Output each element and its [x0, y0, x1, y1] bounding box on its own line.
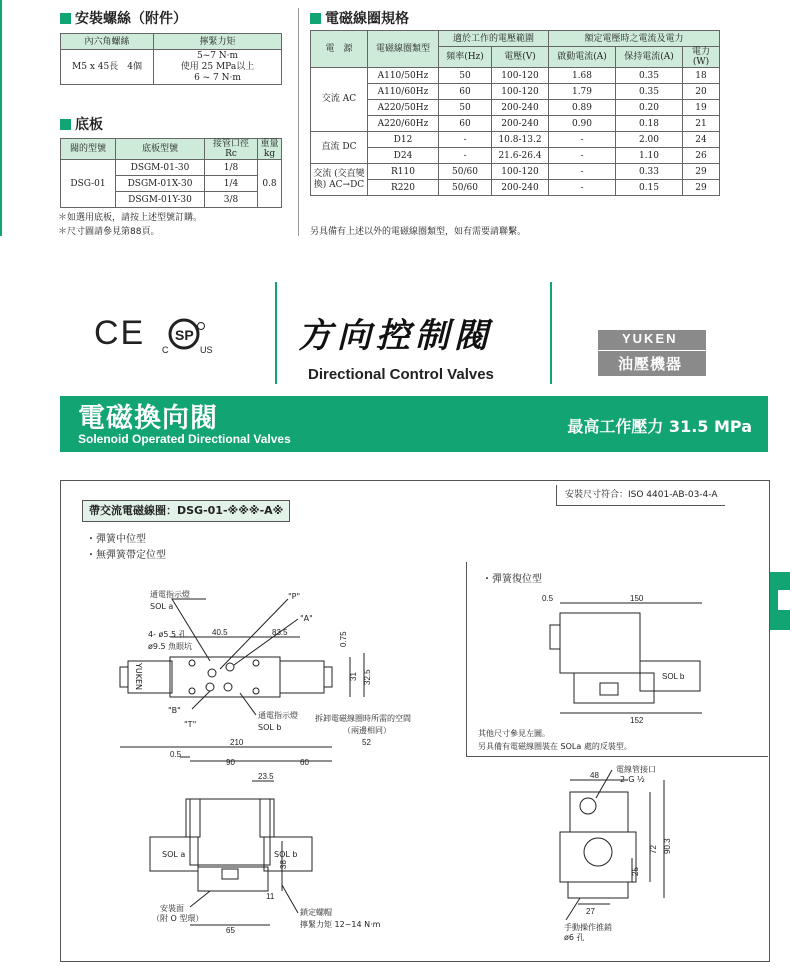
base-title-text: 底板: [75, 117, 103, 133]
coil-cell: 100-120: [492, 68, 549, 84]
coil-cell: -: [549, 180, 616, 196]
ev-body: [560, 832, 636, 882]
label-lock-1: 鎖定螺帽: [300, 908, 332, 917]
base-header-valve: 閥的型號: [61, 139, 116, 160]
section-marker-icon: [60, 13, 71, 24]
sr-sol-b: SOL b: [662, 672, 685, 681]
torque-line-3: 6 ~ 7 N·m: [194, 72, 241, 83]
coil-cell: D24: [368, 148, 439, 164]
label-removal-2: （兩邊相同）: [343, 726, 391, 735]
dim-0-5: 0.5: [170, 750, 182, 759]
label-hole: 4- ø5.5 孔: [148, 630, 187, 639]
torque-line-1: 5~7 N·m: [196, 50, 239, 61]
base-port: 3/8: [205, 192, 258, 208]
base-port: 1/8: [205, 160, 258, 176]
coil-group-dc: 直流 DC: [311, 132, 368, 164]
label-p: "P": [288, 592, 301, 601]
coil-cell: 0.89: [549, 100, 616, 116]
screw-section-title: [60, 8, 187, 28]
label-b: "B": [168, 706, 181, 715]
manual-override-b: [324, 667, 332, 687]
side-terminal-b: [260, 799, 274, 837]
dim-65: 65: [226, 926, 235, 935]
side-tab-notch: [778, 590, 790, 610]
coil-cell: 50/60: [439, 164, 492, 180]
torque-line-2: 使用 25 MPa以上: [180, 61, 255, 72]
base-model: DSGM-01-30: [116, 160, 205, 176]
label-manual-2: ø6 孔: [564, 933, 585, 942]
sr-dim-0-5: 0.5: [542, 594, 554, 603]
side-tab: [770, 572, 790, 630]
yuken-logo-cn: 油壓機器: [618, 355, 683, 373]
banner-title-cn: 電磁換向閥: [78, 403, 218, 434]
label-mount-2: （附 O 型環）: [152, 914, 204, 923]
coil-header-type: 電磁線圈類型: [368, 31, 439, 68]
label-ind-b: 通電指示燈: [258, 711, 298, 720]
ev-base: [568, 882, 628, 898]
valve-body: [170, 657, 280, 697]
coil-cell: 200-240: [492, 180, 549, 196]
coil-cell: 50: [439, 100, 492, 116]
sr-base: [574, 673, 654, 703]
side-body: [190, 799, 270, 865]
banner-title-en: Solenoid Operated Directional Valves: [78, 432, 291, 446]
coil-cell: -: [439, 148, 492, 164]
coil-cell: -: [549, 148, 616, 164]
coil-cell: 100-120: [492, 164, 549, 180]
side-lamp: [222, 869, 238, 879]
coil-cell: 0.35: [616, 84, 683, 100]
base-model: DSGM-01Y-30: [116, 192, 205, 208]
header-divider-right: [550, 282, 552, 384]
bullet-spring-return: ・彈簧復位型: [482, 574, 542, 585]
label-manual-1: 手動操作推銷: [564, 923, 612, 932]
leader-mount: [190, 891, 210, 907]
leader-ind-b: [240, 693, 256, 715]
csa-c: C: [162, 345, 169, 355]
dim-38: 38: [279, 860, 288, 869]
coil-header-source: 電 源: [311, 31, 368, 68]
ce-mark: CE: [94, 314, 146, 352]
leader-b: [192, 691, 210, 709]
coil-header-hold: 保持電流(A): [616, 47, 683, 68]
manual-override-a: [120, 667, 128, 687]
coil-cell: A110/60Hz: [368, 84, 439, 100]
coil-cell: R220: [368, 180, 439, 196]
right-panel-frame-bottom: [466, 756, 768, 757]
mount-hole: [253, 660, 259, 666]
dim-32-5: 32.5: [363, 669, 372, 685]
base-header-plate: 底板型號: [116, 139, 205, 160]
banner-pressure: 最高工作壓力 31.5 MPa: [567, 417, 752, 436]
coil-cell: 0.18: [616, 116, 683, 132]
ev-dim-48-text: 48: [590, 771, 599, 780]
label-sol-a-side: SOL a: [162, 850, 186, 859]
solenoid-b-housing: [280, 661, 324, 693]
screw-spec: M5 x 45長 4個: [61, 50, 154, 85]
port-t: [224, 683, 232, 691]
model-label: 帶交流電磁線圈：DSG-01-※※※-A※: [82, 500, 290, 522]
header-title-cn: 方向控制閥: [298, 316, 493, 356]
note-reverse-type: 另具備有電磁線圈裝在 SOLa 處的反裝型。: [478, 742, 632, 751]
dim-23-5: 23.5: [258, 772, 274, 781]
coil-cell: 50: [439, 68, 492, 84]
yuken-logo: [598, 330, 706, 376]
coil-cell: A110/50Hz: [368, 68, 439, 84]
screw-torque: [154, 50, 282, 85]
dim-40-5: 40.5: [212, 628, 228, 637]
ev-conduit: [580, 798, 596, 814]
base-note-1: ＊如選用底板，請按上述型號訂購。: [58, 213, 203, 223]
coil-cell: 0.20: [616, 100, 683, 116]
sr-lamp: [600, 683, 618, 695]
dim-52: 52: [362, 738, 371, 747]
label-mount-1: 安裝面: [160, 904, 184, 913]
base-note-2: ＊尺寸圖請參見第88頁。: [58, 227, 160, 237]
dim-0-75: 0.75: [339, 631, 348, 647]
dim-90: 90: [226, 758, 235, 767]
coil-group-ac: 交流 AC: [311, 68, 368, 132]
leader-manual: [566, 898, 580, 920]
ev-coil-circle: [584, 838, 612, 866]
label-t: "T": [184, 720, 197, 729]
coil-cell: -: [549, 164, 616, 180]
base-valve: DSG-01: [61, 160, 116, 208]
coil-cell: D12: [368, 132, 439, 148]
coil-table: [310, 30, 720, 196]
mount-hole: [189, 688, 195, 694]
csa-us: US: [200, 345, 213, 355]
front-view-drawing: [60, 585, 460, 960]
mount-hole: [253, 688, 259, 694]
ev-dim-90-3-text: 90.3: [663, 838, 672, 854]
coil-section-title: [310, 8, 409, 28]
coil-cell: 1.79: [549, 84, 616, 100]
label-conduit-2: 2-G ½: [620, 775, 645, 784]
yuken-logo-rule: [598, 350, 706, 351]
coil-cell: 0.15: [616, 180, 683, 196]
coil-cell: 0.33: [616, 164, 683, 180]
ev-dim-27-text: 27: [586, 907, 595, 916]
csa-logo: [162, 318, 220, 358]
coil-cell: 100-120: [492, 84, 549, 100]
coil-cell: 2.00: [616, 132, 683, 148]
header-title-en: Directional Control Valves: [308, 366, 494, 383]
coil-cell: 20: [683, 84, 720, 100]
coil-cell: 200-240: [492, 116, 549, 132]
dim-83-5: 83.5: [272, 628, 288, 637]
ev-dim-72-text: 72: [649, 845, 658, 854]
label-sol-b-side: SOL b: [274, 850, 298, 859]
left-edge-mark: [0, 0, 2, 236]
coil-header-rated: 額定電壓時之電流及電力: [549, 31, 720, 47]
end-view-drawing: [540, 762, 765, 957]
coil-cell: 0.35: [616, 68, 683, 84]
screw-header-torque: 擰緊力矩: [154, 34, 282, 50]
base-header-weight: 重量 kg: [258, 139, 282, 160]
coil-header-range: 適於工作的電壓範圍: [439, 31, 549, 47]
label-sol-a: SOL a: [150, 602, 174, 611]
coil-cell: R110: [368, 164, 439, 180]
ev-top-box: [570, 792, 628, 832]
section-marker-icon: [60, 119, 71, 130]
coil-cell: -: [549, 132, 616, 148]
label-removal-1: 拆卸電磁線圈時所需的空間: [315, 714, 411, 723]
coil-cell: 1.10: [616, 148, 683, 164]
coil-cell: 60: [439, 84, 492, 100]
coil-title-text: 電磁線圈規格: [325, 11, 409, 27]
top-divider: [298, 8, 299, 236]
coil-cell: 19: [683, 100, 720, 116]
label-cbore: ø9.5 魚眼坑: [148, 642, 193, 651]
coil-cell: 1.68: [549, 68, 616, 84]
coil-cell: 24: [683, 132, 720, 148]
product-banner: [60, 396, 768, 452]
label-yuken-body: YUKEN: [134, 663, 143, 691]
svg-text:SP: SP: [175, 327, 194, 343]
coil-cell: A220/50Hz: [368, 100, 439, 116]
base-weight: 0.8: [258, 160, 282, 208]
dim-210: 210: [230, 738, 244, 747]
coil-cell: 21.6-26.4: [492, 148, 549, 164]
right-panel-frame: [466, 562, 467, 756]
coil-header-start: 啟動電流(A): [549, 47, 616, 68]
coil-cell: 10.8-13.2: [492, 132, 549, 148]
base-table: [60, 138, 282, 208]
coil-cell: 18: [683, 68, 720, 84]
coil-header-power: 電力(W): [683, 47, 720, 68]
sr-dim-152-text: 152: [630, 716, 644, 725]
screw-header-bolt: 內六角螺絲: [61, 34, 154, 50]
dim-60: 60: [300, 758, 309, 767]
coil-header-freq: 頻率(Hz): [439, 47, 492, 68]
label-sol-b: SOL b: [258, 723, 282, 732]
label-lock-2: 擰緊力矩 12~14 N·m: [300, 920, 381, 929]
iso-label: 安裝尺寸符合：ISO 4401-AB-03-4-A: [556, 485, 725, 506]
coil-cell: 200-240: [492, 100, 549, 116]
coil-cell: 0.90: [549, 116, 616, 132]
coil-cell: 50/60: [439, 180, 492, 196]
port-a: [226, 663, 234, 671]
leader-lock: [282, 885, 298, 913]
leader-a: [234, 619, 298, 665]
label-a: "A": [300, 614, 313, 623]
coil-header-volt: 電壓(V): [492, 47, 549, 68]
base-header-port: 接管口徑 Rc: [205, 139, 258, 160]
side-terminal-a: [186, 799, 200, 837]
coil-cell: A220/60Hz: [368, 116, 439, 132]
coil-cell: 21: [683, 116, 720, 132]
screw-title-text: 安裝螺絲（附件）: [75, 11, 187, 27]
base-port: 1/4: [205, 176, 258, 192]
dim-31: 31: [349, 672, 358, 681]
mount-hole: [189, 660, 195, 666]
sr-dim-150-text: 150: [630, 594, 644, 603]
label-ind-a: 通電指示燈: [150, 590, 190, 599]
coil-cell: 29: [683, 180, 720, 196]
coil-note: 另具備有上述以外的電磁線圈類型，如有需要請聯繫。: [310, 227, 527, 237]
coil-cell: 29: [683, 164, 720, 180]
coil-cell: -: [439, 132, 492, 148]
section-marker-icon: [310, 13, 321, 24]
ev-dim-25-text: 25: [631, 867, 640, 876]
port-p: [208, 669, 216, 677]
coil-group-acdc: 交流 (交直變換) AC→DC: [311, 164, 368, 196]
dim-11: 11: [266, 892, 275, 901]
bullet-detent: ・無彈簧帶定位型: [86, 550, 166, 561]
spring-return-drawing: [520, 585, 765, 725]
base-model: DSGM-01X-30: [116, 176, 205, 192]
coil-cell: 26: [683, 148, 720, 164]
bullet-spring-center: ・彈簧中位型: [86, 534, 146, 545]
header-divider-left: [275, 282, 277, 384]
sr-cap: [550, 625, 560, 649]
coil-cell: 60: [439, 116, 492, 132]
screw-table: [60, 33, 282, 85]
port-b: [206, 683, 214, 691]
note-other-dims: 其他尺寸參見左圖。: [478, 729, 550, 738]
sr-body: [560, 613, 640, 673]
base-section-title: [60, 114, 103, 134]
label-conduit-1: 電線管接口: [616, 765, 656, 774]
yuken-logo-en: YUKEN: [622, 331, 678, 346]
